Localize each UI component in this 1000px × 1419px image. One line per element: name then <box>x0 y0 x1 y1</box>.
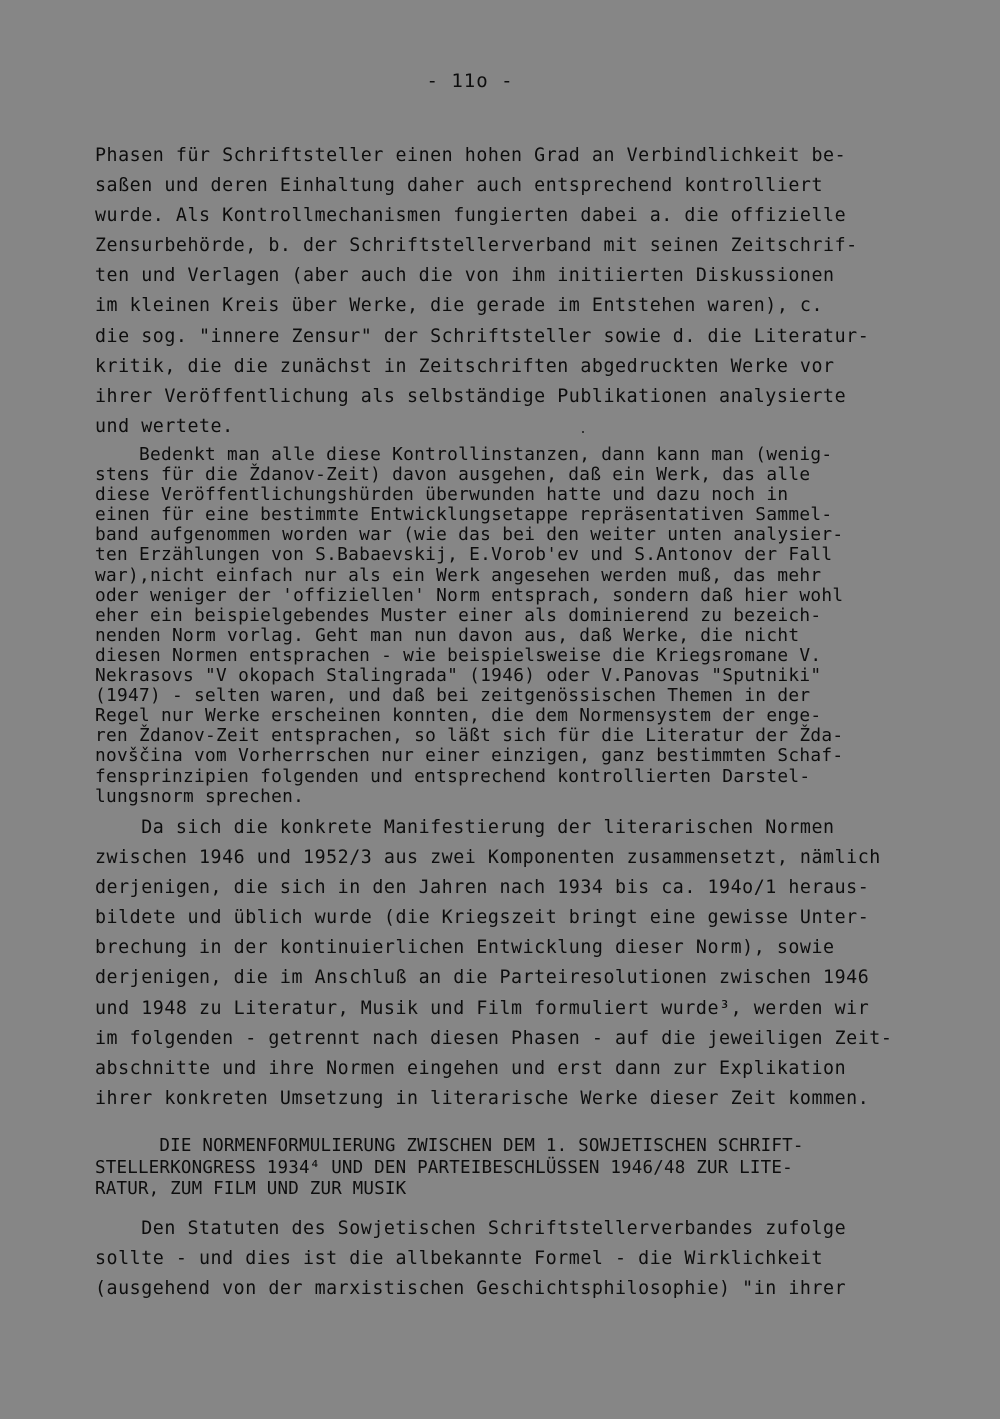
text-line: Bedenkt man alle diese Kontrollinstanzen, dann kann man (wenig- <box>95 444 833 465</box>
text-line: derjenigen, die im Anschluß an die Parteiresolutionen zwischen 1946 <box>95 967 870 989</box>
text-line: die sog. "innere Zensur" der Schriftsteller sowie d. die Literatur- <box>95 325 870 347</box>
text-line: brechung in der kontinuierlichen Entwicklung dieser Norm), sowie <box>95 937 835 959</box>
text-line: einen für eine bestimmte Entwicklungsetappe repräsentativen Sammel- <box>95 504 833 526</box>
heading-line: DIE NORMENFORMULIERUNG ZWISCHEN DEM 1. SOWJETISCHEN SCHRIFT- <box>95 1136 804 1156</box>
text-line: (ausgehend von der marxistischen Geschichtsphilosophie) "in ihrer <box>95 1278 847 1300</box>
text-line: derjenigen, die sich in den Jahren nach 1934 bis ca. 194o/1 heraus- <box>95 877 870 899</box>
text-line: im folgenden - getrennt nach diesen Phasen - auf die jeweiligen Zeit- <box>95 1027 893 1049</box>
text-line: (1947) - selten waren, und daß bei zeitgenössischen Themen in der <box>95 685 811 707</box>
text-line: band aufgenommen worden war (wie das bei den weiter unten analysier- <box>95 524 844 546</box>
text-line: Zensurbehörde, b. der Schriftstellerverband mit seinen Zeitschrif- <box>95 235 858 257</box>
text-line: Phasen für Schriftsteller einen hohen Grad an Verbindlichkeit be- <box>95 145 847 166</box>
text-line: eher ein beispielgebendes Muster einer als dominierend zu bezeich- <box>95 604 822 626</box>
text-line: und wertete. <box>95 415 234 437</box>
section-heading <box>95 1136 804 1201</box>
paragraph-control-mechanisms <box>95 141 869 442</box>
text-line: Den Statuten des Sowjetischen Schriftstellerverbandes zufolge <box>95 1218 847 1239</box>
paragraph-statutes <box>95 1214 846 1304</box>
heading-line: STELLERKONGRESS 1934⁴ UND DEN PARTEIBESCHLÜSSEN 1946/48 ZUR LITE- <box>95 1157 793 1178</box>
heading-line: RATUR, ZUM FILM UND ZUR MUSIK <box>95 1179 407 1199</box>
text-line: sollte - und dies ist die allbekannte Formel - die Wirklichkeit <box>95 1248 824 1270</box>
text-line: bildete und üblich wurde (die Kriegszeit bringt eine gewisse Unter- <box>95 907 870 929</box>
text-line: lungsnorm sprechen. <box>95 785 305 807</box>
text-line: diese Veröffentlichungshürden überwunden hatte und dazu noch in <box>95 484 789 506</box>
text-line: oder weniger der 'offiziellen' Norm entsprach, sondern daß hier wohl <box>95 584 844 606</box>
text-line: und 1948 zu Literatur, Musik und Film formuliert wurde³, werden wir <box>95 997 870 1019</box>
text-line: ihrer Veröffentlichung als selbständige Publikationen analysierte <box>95 385 847 407</box>
text-line: ten und Verlagen (aber auch die von ihm initiierten Diskussionen <box>95 265 835 287</box>
paragraph-control-instances <box>95 445 843 807</box>
text-line: novščina vom Vorherrschen nur einer einzigen, ganz bestimmten Schaf- <box>95 745 844 767</box>
text-line: nenden Norm vorlag. Geht man nun davon aus, daß Werke, die nicht <box>95 624 800 646</box>
text-line: stens für die Ždanov-Zeit) davon ausgehen, daß ein Werk, das alle <box>95 464 811 486</box>
text-line: im kleinen Kreis über Werke, die gerade im Entstehen waren), c. <box>95 295 824 317</box>
text-line: Regel nur Werke erscheinen konnten, die dem Normensystem der enge- <box>95 705 822 727</box>
text-line: Da sich die konkrete Manifestierung der literarischen Normen <box>95 817 835 838</box>
text-line: fensprinzipien folgenden und entsprechend kontrollierten Darstel- <box>95 765 811 787</box>
text-line: zwischen 1946 und 1952/3 aus zwei Komponenten zusammensetzt, nämlich <box>95 847 881 869</box>
text-line: abschnitte und ihre Normen eingehen und erst dann zur Explikation <box>95 1057 847 1079</box>
text-line: diesen Normen entsprachen - wie beispielsweise die Kriegsromane V. <box>95 644 822 666</box>
text-line: Nekrasovs "V okopach Stalingrada" (1946) oder V.Panovas "Sputniki" <box>95 665 822 687</box>
speck-mark <box>582 431 584 433</box>
text-line: ihrer konkreten Umsetzung in literarische Werke dieser Zeit kommen. <box>95 1087 870 1109</box>
page-number: - 11o - <box>426 70 514 92</box>
text-line: saßen und deren Einhaltung daher auch entsprechend kontrolliert <box>95 175 824 197</box>
text-line: ten Erzählungen von S.Babaevskij, E.Vorob'ev und S.Antonov der Fall <box>95 544 833 566</box>
text-line: ren Ždanov-Zeit entsprachen, so läßt sich für die Literatur der Žda- <box>95 725 844 747</box>
text-line: wurde. Als Kontrollmechanismen fungierten dabei a. die offizielle <box>95 205 847 227</box>
paragraph-norm-manifestation <box>95 813 892 1114</box>
text-line: kritik, die die zunächst in Zeitschriften abgedruckten Werke vor <box>95 355 835 377</box>
text-line: war),nicht einfach nur als ein Werk angesehen werden muß, das mehr <box>95 564 822 586</box>
